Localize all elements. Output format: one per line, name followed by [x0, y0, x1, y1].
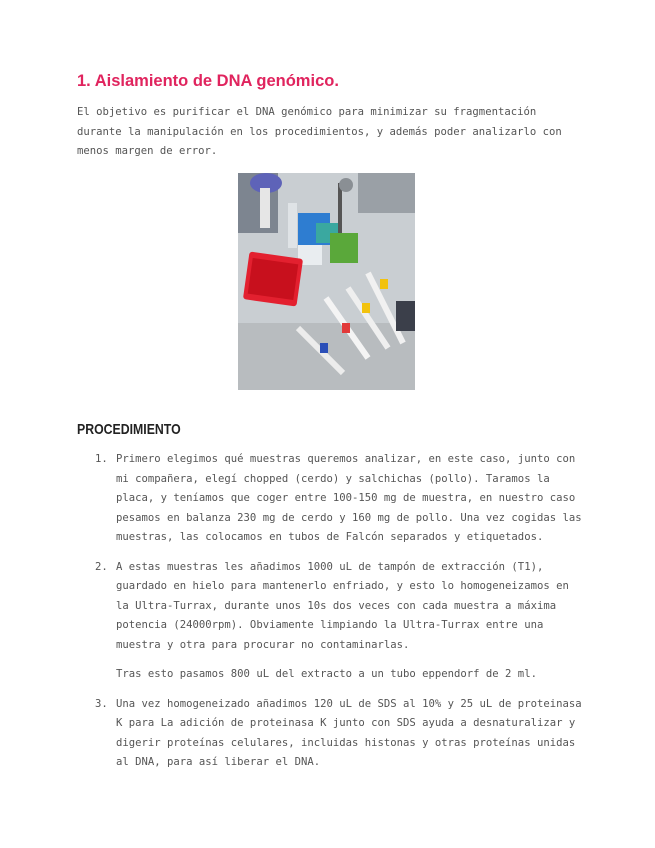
intro-paragraph: El objetivo es purificar el DNA genómico para minimizar su fragmentación durante la manipulación en los procedimientos, y además poder analizarlo con menos margen de error.: [77, 106, 562, 157]
section-heading: 1. Aislamiento de DNA genómico.: [77, 72, 339, 90]
step-number: 1.: [95, 453, 108, 465]
step-text: Una vez homogeneizado añadimos 120 uL de SDS al 10% y 25 uL de proteinasa K para La adición de proteinasa K junto con SDS ayuda a desnaturalizar y digerir proteínas celulares, incluidas histonas y otras proteínas unidas al DNA, para así liberar el DNA.: [116, 697, 582, 768]
procedure-step-3: [95, 695, 585, 773]
lab-bench-photo-drawing: [238, 173, 415, 390]
step-extra-text: Tras esto pasamos 800 uL del extracto a un tubo eppendorf de 2 ml.: [116, 668, 537, 680]
step-number: 3.: [95, 697, 108, 710]
step-text: Primero elegimos qué muestras queremos analizar, en este caso, junto con mi compañera, elegí chopped (cerdo) y salchichas (pollo). Taramos la placa, y teníamos que coger entre 100-150 mg de muestra, en nuestro caso pesamos en balanza 230 mg de cerdo y 160 mg de pollo. Una vez cogidas las muestras, las colocamos en tubos de Falcón separados y etiquetados.: [116, 453, 582, 543]
procedure-step-1: [95, 450, 585, 548]
step-text: A estas muestras les añadimos 1000 uL de tampón de extracción (T1), guardado en hielo para mantenerlo enfriado, y esto lo homogeneizamos en la Ultra-Turrax, durante unos 10s dos veces con cada muestra a máxima potencia (24000rpm). Obviamente limpiando la Ultra-Turrax entre una muestra y otra para procurar no contaminarlas.: [116, 560, 569, 651]
step-number: 2.: [95, 560, 108, 573]
procedure-steps-list: [95, 450, 585, 773]
procedure-step-2: [95, 558, 585, 685]
lab-bench-photo: [238, 173, 415, 390]
procedure-title: PROCEDIMIENTO: [77, 421, 181, 438]
